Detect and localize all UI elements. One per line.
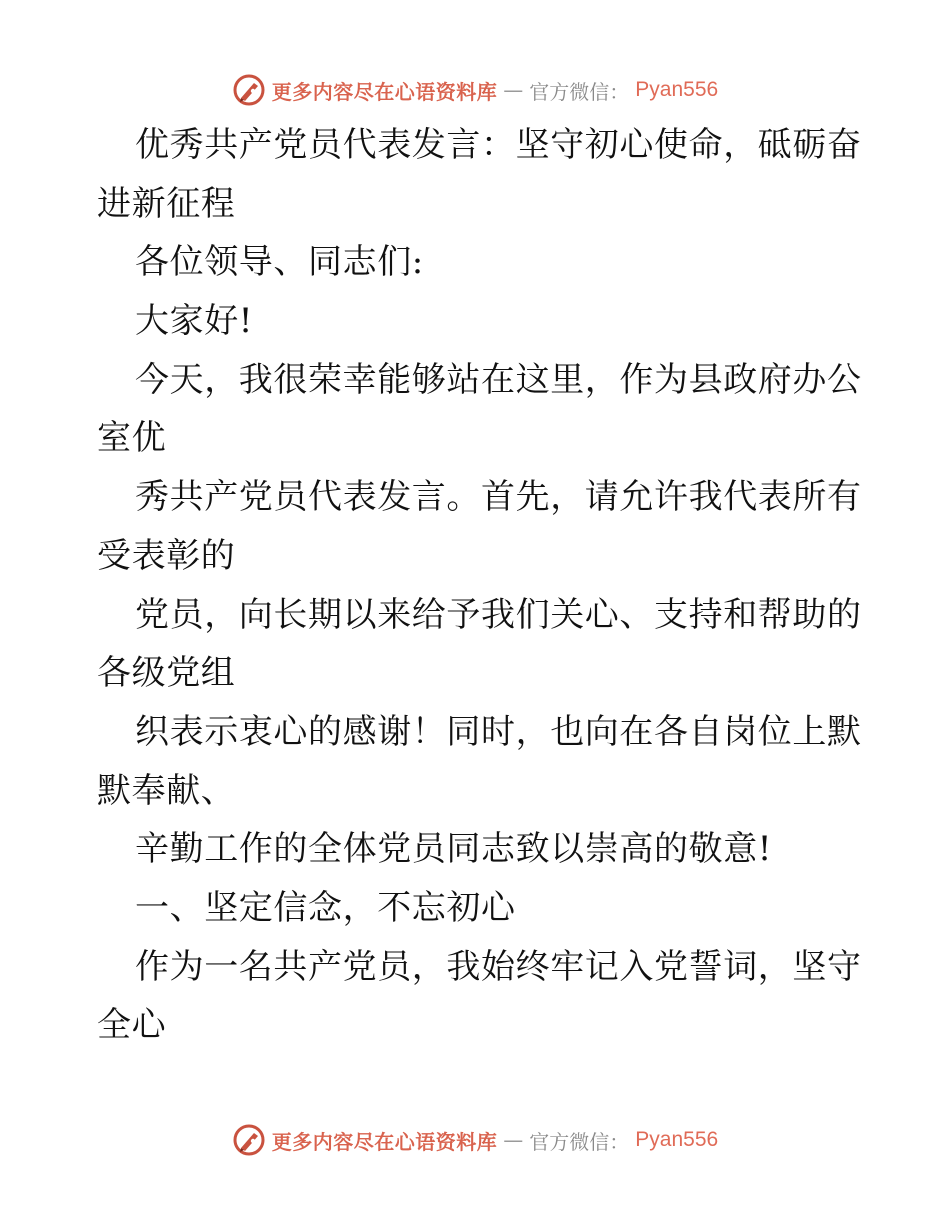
- banner-wechat-label: 官方微信：: [529, 1129, 630, 1154]
- banner-site-text: 更多内容尽在心语资料库: [271, 79, 498, 104]
- document-line: 受表彰的: [97, 535, 236, 576]
- pen-logo-icon: [232, 1123, 266, 1157]
- banner-wechat-id: Pyan556: [635, 1128, 719, 1151]
- document-line: 大家好!: [135, 301, 254, 342]
- document-line: 辛勤工作的全体党员同志致以崇高的敬意!: [135, 829, 773, 870]
- banner-wechat-label: 官方微信：: [529, 79, 630, 104]
- pen-logo-icon: [232, 73, 266, 107]
- document-line: 织表示衷心的感谢！同时，也向在各自岗位上默: [135, 711, 862, 752]
- document-line: 各级党组: [97, 653, 236, 694]
- document-line: 秀共产党员代表发言。首先，请允许我代表所有: [135, 477, 862, 518]
- banner-site-text: 更多内容尽在心语资料库: [271, 1129, 498, 1154]
- document-line: 室优: [97, 418, 167, 459]
- document-line: 各位领导、同志们:: [135, 242, 424, 283]
- document-line: 一、坚定信念，不忘初心: [135, 887, 516, 928]
- header-banner: [0, 70, 950, 110]
- document-line: 今天，我很荣幸能够站在这里，作为县政府办公: [135, 359, 862, 400]
- banner-dash: —: [503, 78, 524, 102]
- document-line: 党员，向长期以来给予我们关心、支持和帮助的: [135, 594, 862, 635]
- footer-banner: [0, 1120, 950, 1160]
- document-line: 优秀共产党员代表发言：坚守初心使命，砥砺奋: [135, 125, 862, 165]
- banner-dash: —: [503, 1128, 524, 1152]
- document-body: [97, 116, 862, 1055]
- document-line: 默奉献、: [97, 770, 236, 811]
- document-line: 全心: [97, 1005, 167, 1046]
- document-line: 进新征程: [97, 183, 236, 224]
- document-line: 作为一名共产党员，我始终牢记入党誓词，坚守: [135, 946, 862, 987]
- banner-wechat-id: Pyan556: [635, 78, 719, 101]
